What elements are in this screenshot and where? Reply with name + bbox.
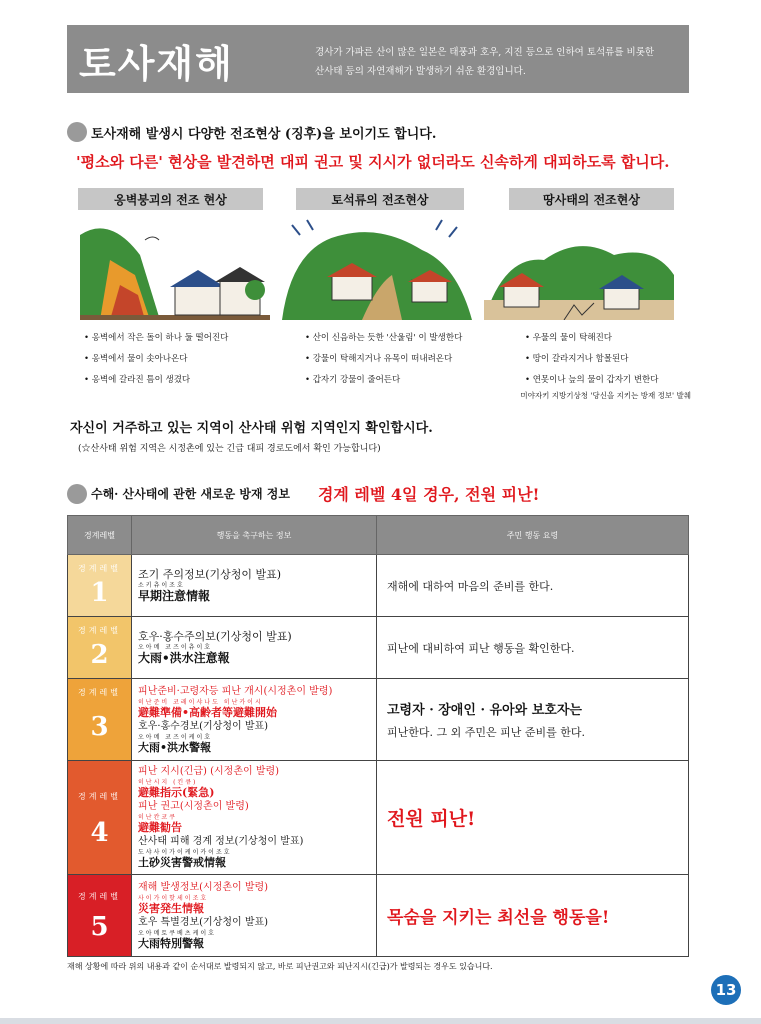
info-cell: 조기 주의정보(기상청이 발표) 소키츄이조호 早期注意情報 xyxy=(132,555,377,617)
action-cell: 고령자 · 장애인 · 유아와 보호자는 피난한다. 그 외 주민은 피난 준비를 한다. xyxy=(377,679,689,761)
precursor-label-landslide: 땅사태의 전조현상 xyxy=(509,188,674,210)
list-item: • 산이 신음하는 듯한 '산울림' 이 발생한다 xyxy=(305,328,462,349)
list-item: • 연못이나 늪의 물이 갑자기 변한다 xyxy=(525,370,658,391)
table-row xyxy=(68,761,689,875)
page-title: 토사재해 xyxy=(79,41,234,86)
info-cell: 피난준비·고령자등 피난 개시(시정촌이 발령) 히난준비 코레이샤나도 히난카이시 避難準備•高齢者等避難開始 호우·홍수경보(기상청이 발표) 오아메 코즈이케이호 大雨•洪水警報 xyxy=(132,679,377,761)
action-cell: 전원 피난! xyxy=(377,761,689,875)
bullet-circle-icon xyxy=(67,484,87,504)
page-header xyxy=(67,25,689,93)
source-note: 미야자키 지방기상청 '당신을 지키는 방재 정보' 발췌 xyxy=(520,391,691,400)
info-cell: 피난 지시(긴급) (시정촌이 발령) 히난시지 (킨큐) 避難指示(緊急) 피난 권고(시정촌이 발령) 히난칸코쿠 避難勧告 산사태 피해 경계 정보(기상청이 발표) 도샤사이가이케이카이조호 土砂災害警戒情報 xyxy=(132,761,377,875)
precursor-list-landslide xyxy=(525,328,658,391)
table-row xyxy=(68,617,689,679)
level-cell: 경계레벨 1 xyxy=(68,555,132,617)
level-cell: 경계레벨 3 xyxy=(68,679,132,761)
action-cell: 목숨을 지키는 최선을 행동을! xyxy=(377,875,689,957)
precursor-list-retaining-wall xyxy=(84,328,228,391)
retaining-wall-illustration-icon xyxy=(80,215,270,320)
column-header: 행동을 촉구하는 정보 xyxy=(132,516,377,555)
section2-highlight: 경계 레벨 4일 경우, 전원 피난! xyxy=(317,485,540,504)
level-cell: 경계레벨 4 xyxy=(68,761,132,875)
list-item: • 옹벽에서 작은 돌이 하나 둘 떨어진다 xyxy=(84,328,228,349)
list-item: • 옹벽에서 물이 솟아나온다 xyxy=(84,349,228,370)
bottom-divider xyxy=(0,1018,761,1024)
table-header-row xyxy=(68,516,689,555)
precursor-list-debris-flow xyxy=(305,328,462,391)
list-item: • 강물이 탁해지거나 유목이 떠내려온다 xyxy=(305,349,462,370)
header-description: 경사가 가파른 산이 많은 일본은 태풍과 호우, 지진 등으로 인하여 토석류를 비롯한 산사태 등의 자연재해가 발생하기 쉬운 환경입니다. xyxy=(315,47,655,77)
list-item: • 우물의 물이 탁해진다 xyxy=(525,328,658,349)
info-cell: 재해 발생정보(시정촌이 발령) 사이가이핫세이조호 災害発生情報 호우 특별경보(기상청이 발표) 오아메토쿠베츠케이호 大雨特別警報 xyxy=(132,875,377,957)
action-cell: 재해에 대하여 마음의 준비를 한다. xyxy=(377,555,689,617)
column-header: 주민 행동 요령 xyxy=(377,516,689,555)
table-row xyxy=(68,875,689,957)
footnote: 재해 상황에 따라 위의 내용과 같이 순서대로 발령되지 않고, 바로 피난권고와 피난지시(긴급)가 발령되는 경우도 있습니다. xyxy=(67,962,493,971)
precursor-label-retaining-wall: 옹벽붕괴의 전조 현상 xyxy=(78,188,263,210)
column-header: 경계레벨 xyxy=(68,516,132,555)
list-item: • 옹벽에 갈라진 틈이 생겼다 xyxy=(84,370,228,391)
landslide-illustration-icon xyxy=(484,215,674,320)
debris-flow-illustration-icon xyxy=(282,215,472,320)
section2-heading: 수해· 산사태에 관한 새로운 방재 정보 경계 레벨 4일 경우, 전원 피난! xyxy=(67,482,540,505)
bullet-circle-icon xyxy=(67,122,87,142)
action-cell: 피난에 대비하여 피난 행동을 확인한다. xyxy=(377,617,689,679)
info-cell: 호우·홍수주의보(기상청이 발표) 오아메 코즈이츄이호 大雨•洪水注意報 xyxy=(132,617,377,679)
section1-heading: 토사재해 발생시 다양한 전조현상 (징후)을 보이기도 합니다. xyxy=(67,122,436,142)
table-row xyxy=(68,555,689,617)
check-area-message: 자신이 거주하고 있는 지역이 산사태 위험 지역인지 확인합시다. xyxy=(70,421,433,436)
precursor-label-debris-flow: 토석류의 전조현상 xyxy=(296,188,464,210)
level-cell: 경계레벨 2 xyxy=(68,617,132,679)
check-area-note: (☆산사태 위험 지역은 시정촌에 있는 긴급 대피 경로도에서 확인 가능합니다) xyxy=(78,444,381,454)
page-number: 13 xyxy=(711,975,741,1005)
alert-level-table xyxy=(67,515,689,957)
table-row xyxy=(68,679,689,761)
level-cell: 경계레벨 5 xyxy=(68,875,132,957)
list-item: • 갑자기 강물이 줄어든다 xyxy=(305,370,462,391)
list-item: • 땅이 갈라지거나 함몰된다 xyxy=(525,349,658,370)
section1-highlight: '평소와 다른' 현상을 발견하면 대피 권고 및 지시가 없더라도 신속하게 대피하도록 합니다. xyxy=(76,153,670,171)
